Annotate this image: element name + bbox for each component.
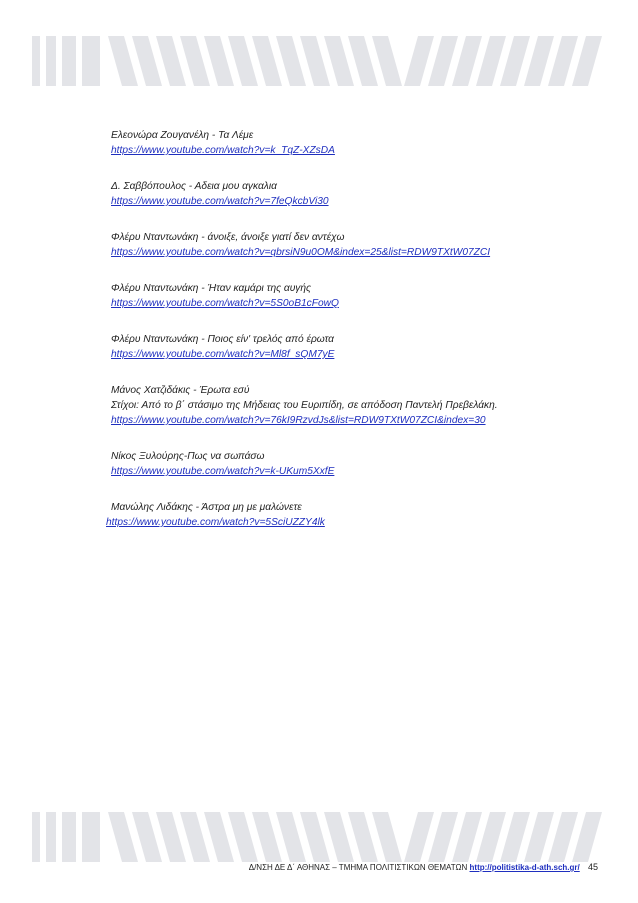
youtube-link[interactable]: https://www.youtube.com/watch?v=k-UKum5XxfE <box>111 466 335 477</box>
song-title: Δ. Σαββόπουλος - Αδεια μου αγκαλια <box>111 181 277 192</box>
list-item <box>111 383 591 429</box>
list-item <box>111 179 591 210</box>
youtube-link[interactable]: https://www.youtube.com/watch?v=k_TqZ-XZsDA <box>111 145 335 156</box>
list-item <box>111 128 591 159</box>
music-links-list <box>106 128 591 551</box>
header-stripe-band <box>32 36 608 86</box>
list-item <box>111 230 591 261</box>
youtube-link[interactable]: https://www.youtube.com/watch?v=76kI9RzvdJs&list=RDW9TXtW07ZCI&index=30 <box>111 415 486 426</box>
song-title: Φλέρυ Νταντωνάκη - άνοιξε, άνοιξε γιατί δεν αντέχω <box>111 232 345 243</box>
song-title: Ελεονώρα Ζουγανέλη - Τα Λέμε <box>111 130 254 141</box>
song-title: Μανώλης Λιδάκης - Άστρα μη με μαλώνετε <box>111 502 302 513</box>
youtube-link[interactable]: https://www.youtube.com/watch?v=Ml8f_sQM7yE <box>111 349 335 360</box>
youtube-link[interactable]: https://www.youtube.com/watch?v=5S0oB1cFowQ <box>111 298 339 309</box>
youtube-link[interactable]: https://www.youtube.com/watch?v=5SciUZZY4lk <box>106 517 325 528</box>
footer-stripe-graphic <box>32 812 608 862</box>
footer-website-link[interactable]: http://politistika-d-ath.sch.gr/ <box>469 863 580 872</box>
list-item <box>106 500 591 531</box>
song-title: Νίκος Ξυλούρης-Πως να σωπάσω <box>111 451 265 462</box>
lyrics-credit: Στίχοι: Από το β΄ στάσιμο της Μήδειας του Ευριπίδη, σε απόδοση Παντελή Πρεβελάκη. <box>111 400 498 411</box>
song-title: Μάνος Χατζιδάκις - Έρωτα εσύ <box>111 385 250 396</box>
footer-department-text: Δ/ΝΣΗ ΔΕ Δ΄ ΑΘΗΝΑΣ – ΤΜΗΜΑ ΠΟΛΙΤΙΣΤΙΚΩΝ ΘΕΜΑΤΩΝ <box>248 863 468 872</box>
list-item <box>111 449 591 480</box>
list-item <box>111 332 591 363</box>
list-item <box>111 281 591 312</box>
footer-stripe-band <box>32 812 608 862</box>
youtube-link[interactable]: https://www.youtube.com/watch?v=7feQkcbVi30 <box>111 196 329 207</box>
song-title: Φλέρυ Νταντωνάκη - Ποιος είν' τρελός από έρωτα <box>111 334 334 345</box>
page-number: 45 <box>587 862 598 872</box>
youtube-link[interactable]: https://www.youtube.com/watch?v=qbrsiN9u0OM&index=25&list=RDW9TXtW07ZCI <box>111 247 491 258</box>
song-title: Φλέρυ Νταντωνάκη - Ήταν καμάρι της αυγής <box>111 283 312 294</box>
header-stripe-graphic <box>32 36 608 86</box>
page-footer <box>0 862 598 872</box>
